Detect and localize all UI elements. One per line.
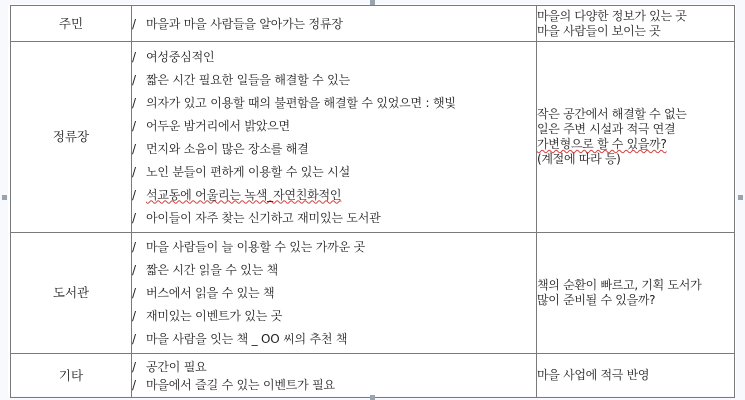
- list-item: / 마을과 마을 사람들을 알아가는 정류장: [132, 16, 343, 31]
- list-item: / 석교동에 어울리는 녹색_자연친화적인: [132, 187, 342, 202]
- resize-handle-bottom[interactable]: [370, 395, 375, 400]
- note-line: 마을의 다양한 정보가 있는 곳: [537, 8, 687, 23]
- row-label: 기타: [11, 354, 132, 398]
- list-item: / 짧은 시간 읽을 수 있는 책: [132, 263, 278, 277]
- list-item: / 마을 사람들이 늘 이용할 수 있는 가까운 곳: [132, 240, 365, 254]
- note-line: (계절에 따라 등): [537, 152, 621, 166]
- row-label: 정류장: [11, 42, 132, 233]
- item-list: [132, 6, 537, 42]
- list-item: / 어두운 밤거리에서 밝았으면: [132, 118, 290, 133]
- note-cell: [537, 6, 735, 42]
- list-item: / 여성중심적인: [132, 49, 215, 64]
- row-label: 주민: [11, 6, 132, 42]
- list-item: / 재미있는 이벤트가 있는 곳: [132, 309, 283, 323]
- resize-handle-right[interactable]: [738, 195, 743, 200]
- table-row-other: [11, 354, 735, 398]
- item-list: [132, 233, 537, 354]
- row-label: 도서관: [11, 233, 132, 354]
- note-line: 가변형으로 할 수 있을까?: [537, 137, 667, 151]
- content-table: [10, 5, 735, 398]
- list-item: / 공간이 필요: [132, 359, 207, 374]
- resize-handle-left[interactable]: [2, 195, 7, 200]
- list-item: / 의자가 있고 이용할 때의 불편함을 해결할 수 있었으면 : 햇빛: [132, 95, 456, 110]
- note-line: 마을 사람들이 보이는 곳: [537, 23, 661, 38]
- note-line: 작은 공간에서 해결할 수 없는: [537, 107, 687, 121]
- note-cell: [537, 42, 735, 233]
- note-line: 마을 사업에 적극 반영: [537, 368, 650, 382]
- note-line: 많이 준비될 수 있을까?: [537, 293, 656, 307]
- table-row-residents: [11, 6, 735, 42]
- list-item: / 버스에서 읽을 수 있는 책: [132, 286, 275, 300]
- note-line: 책의 순환이 빠르고, 기획 도서가: [537, 278, 702, 292]
- list-item: / 마을에서 즐길 수 있는 이벤트가 필요: [132, 377, 335, 392]
- list-item: / 아이들이 자주 찾는 신기하고 재미있는 도서관: [132, 210, 381, 225]
- item-list: [132, 354, 537, 398]
- item-list: [132, 42, 537, 233]
- note-line: 일은 주변 시설과 적극 연결: [537, 122, 676, 136]
- list-item: / 노인 분들이 편하게 이용할 수 있는 시설: [132, 164, 350, 179]
- table-row-library: [11, 233, 735, 354]
- list-item: / 먼지와 소음이 많은 장소를 해결: [132, 141, 309, 156]
- note-cell: [537, 233, 735, 354]
- table-row-bus-stop: [11, 42, 735, 233]
- list-item: / 마을 사람을 잇는 책 _ OO 씨의 추천 책: [132, 332, 348, 346]
- note-cell: [537, 354, 735, 398]
- resize-handle-top[interactable]: [370, 0, 375, 5]
- list-item: / 짧은 시간 필요한 일들을 해결할 수 있는: [132, 72, 350, 87]
